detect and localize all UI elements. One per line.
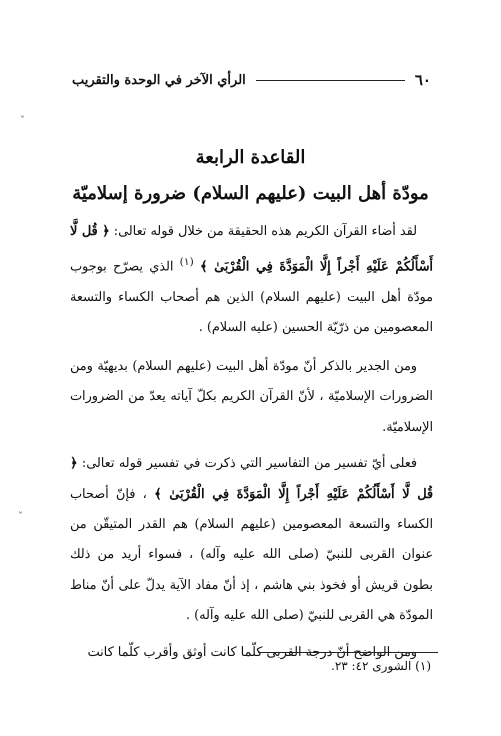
paragraph-1: [70, 217, 433, 344]
margin-mark: ˇ: [20, 116, 25, 127]
paragraph-tail: الذي يصرّح بوجوب مودّة أهل البيت (عليهم السلام) الذين هم أصحاب الكساء والتسعة المعصومين من ذرّيّة الحسين (عليه السلام) .: [70, 259, 433, 336]
paragraph-lead: لقد أضاء القرآن الكريم هذه الحقيقة من خلال قوله تعالى:: [113, 224, 418, 239]
running-header: [72, 70, 431, 90]
section-headings: [60, 146, 441, 206]
section-subheading: مودّة أهل البيت (عليهم السلام) ضرورة إسلاميّة: [72, 183, 429, 204]
footnote: (١) الشورى ٤٢: ٢٣.: [330, 659, 431, 673]
paragraph-lead: فعلى أيّ تفسير من التفاسير التي ذكرت في تفسير قوله تعالى:: [81, 456, 417, 472]
page-number: ٦٠: [414, 71, 431, 89]
paragraph-2: ومن الجدير بالذكر أنّ مودّة أهل البيت (عليهم السلام) بديهيّة ومن الضرورات الإسلاميّة ، لأنّ القرآن الكريم بكلّ آياته يعدّ من الضرورات الإسلاميّة.: [70, 358, 433, 435]
running-title: الرأي الآخر في الوحدة والتقريب: [72, 72, 246, 88]
footnote-ref: (١): [179, 255, 194, 269]
paragraph-tail: ، فإنّ أصحاب الكساء والتسعة المعصومين (عليهم السلام) هم القدر المتيقّن من عنوان القربى للنبيّ (صلى الله عليه وآله) ، فسواء أريد من ذلك بطون قريش أو فخوذ بني هاشم ، إذ أنّ مفاد الآية يدلّ على أنّ مناط المودّة هي القربى للنبيّ (صلى الله عليه وآله) .: [70, 486, 433, 624]
paragraph-4: ومن الواضح أنّ درجة القربى كلّما كانت أوثق وأقرب كلّما كانت: [87, 644, 417, 660]
quran-verse: ﴿ قُل لَّا أَسْأَلُكُمْ عَلَيْهِ أَجْراً إِلَّا الْمَوَدَّةَ فِي الْقُرْبَىٰ ﴾: [70, 224, 433, 275]
header-rule: [256, 80, 405, 81]
margin-mark: ˇ: [18, 512, 23, 523]
quran-verse: ﴿ قُل لَّا أَسْأَلُكُمْ عَلَيْهِ أَجْراً إِلَّا الْمَوَدَّةَ فِي الْقُرْبَىٰ ﴾: [70, 456, 434, 502]
section-heading: القاعدة الرابعة: [195, 147, 306, 168]
body-text: [70, 217, 433, 674]
paragraph-3: [70, 449, 433, 631]
footnote-rule: [258, 652, 438, 653]
